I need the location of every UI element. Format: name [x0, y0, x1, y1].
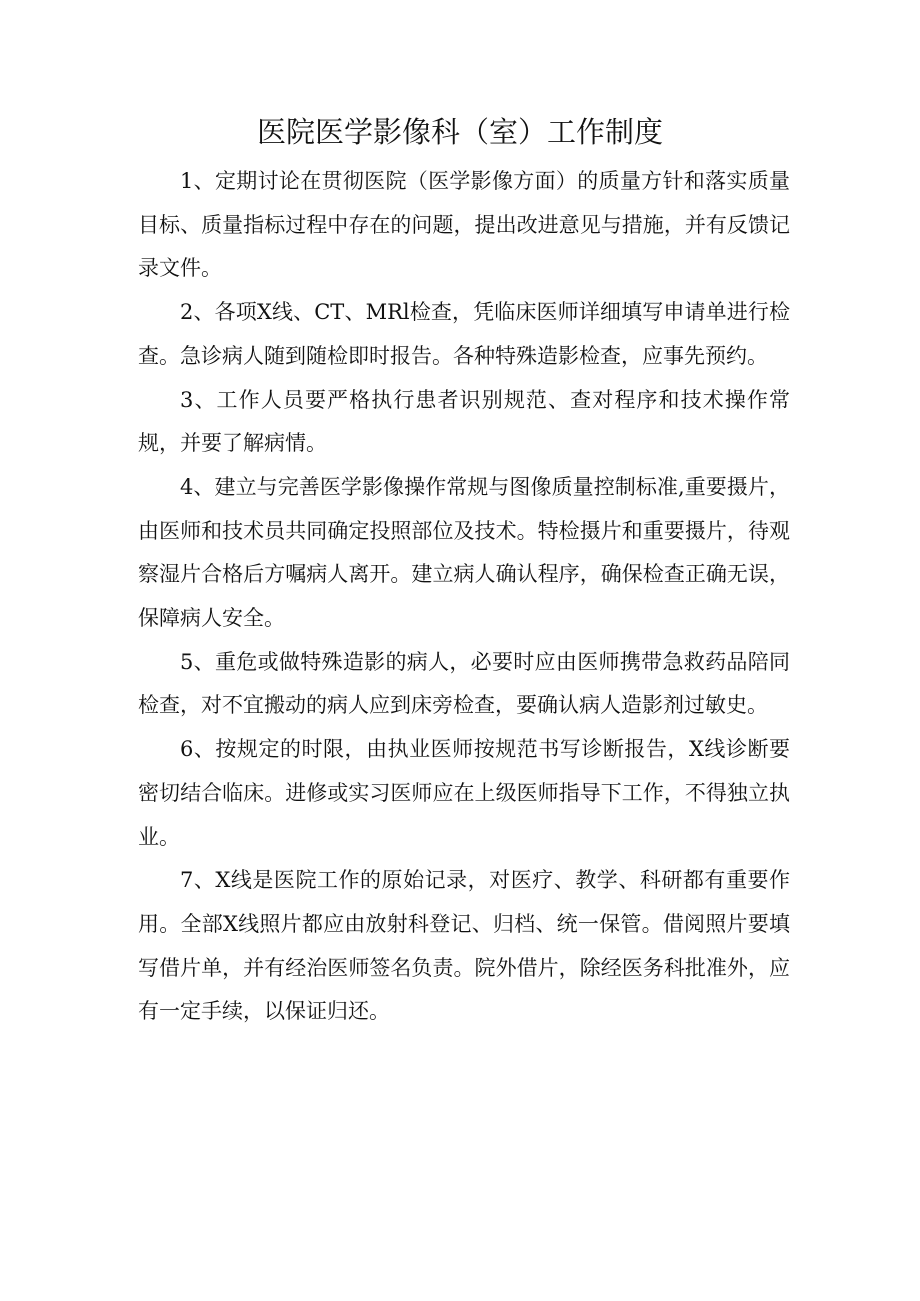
rule-paragraph-6: 6、按规定的时限，由执业医师按规范书写诊断报告，X线诊断要密切结合临床。进修或实习医师应在上级医师指导下工作，不得独立执业。: [138, 737, 790, 849]
rule-paragraph-3: 3、工作人员要严格执行患者识别规范、查对程序和技术操作常规，并要了解病情。: [138, 387, 790, 456]
rule-paragraph-1: 1、定期讨论在贯彻医院（医学影像方面）的质量方针和落实质量目标、质量指标过程中存在的问题，提出改进意见与措施，并有反馈记录文件。: [138, 169, 790, 281]
rule-paragraph-4: 4、建立与完善医学影像操作常规与图像质量控制标准,重要摄片，由医师和技术员共同确定投照部位及技术。特检摄片和重要摄片，待观察湿片合格后方嘱病人离开。建立病人确认程序，确保检查正确无误，保障病人安全。: [138, 474, 790, 631]
rule-paragraph-7: 7、X线是医院工作的原始记录，对医疗、教学、科研都有重要作用。全部X线照片都应由放射科登记、归档、统一保管。借阅照片要填写借片单，并有经治医师签名负责。院外借片，除经医务科批准外，应有一定手续，以保证归还。: [138, 868, 790, 1024]
rule-paragraph-2: 2、各项X线、CT、MRl检查，凭临床医师详细填写申请单进行检查。急诊病人随到随检即时报告。各种特殊造影检查，应事先预约。: [138, 300, 790, 368]
rule-paragraph-5: 5、重危或做特殊造影的病人，必要时应由医师携带急救药品陪同检查，对不宜搬动的病人应到床旁检查，要确认病人造影剂过敏史。: [138, 649, 790, 718]
document-title: 医院医学影像科（室）工作制度: [256, 115, 663, 149]
document-body: [138, 160, 790, 1034]
